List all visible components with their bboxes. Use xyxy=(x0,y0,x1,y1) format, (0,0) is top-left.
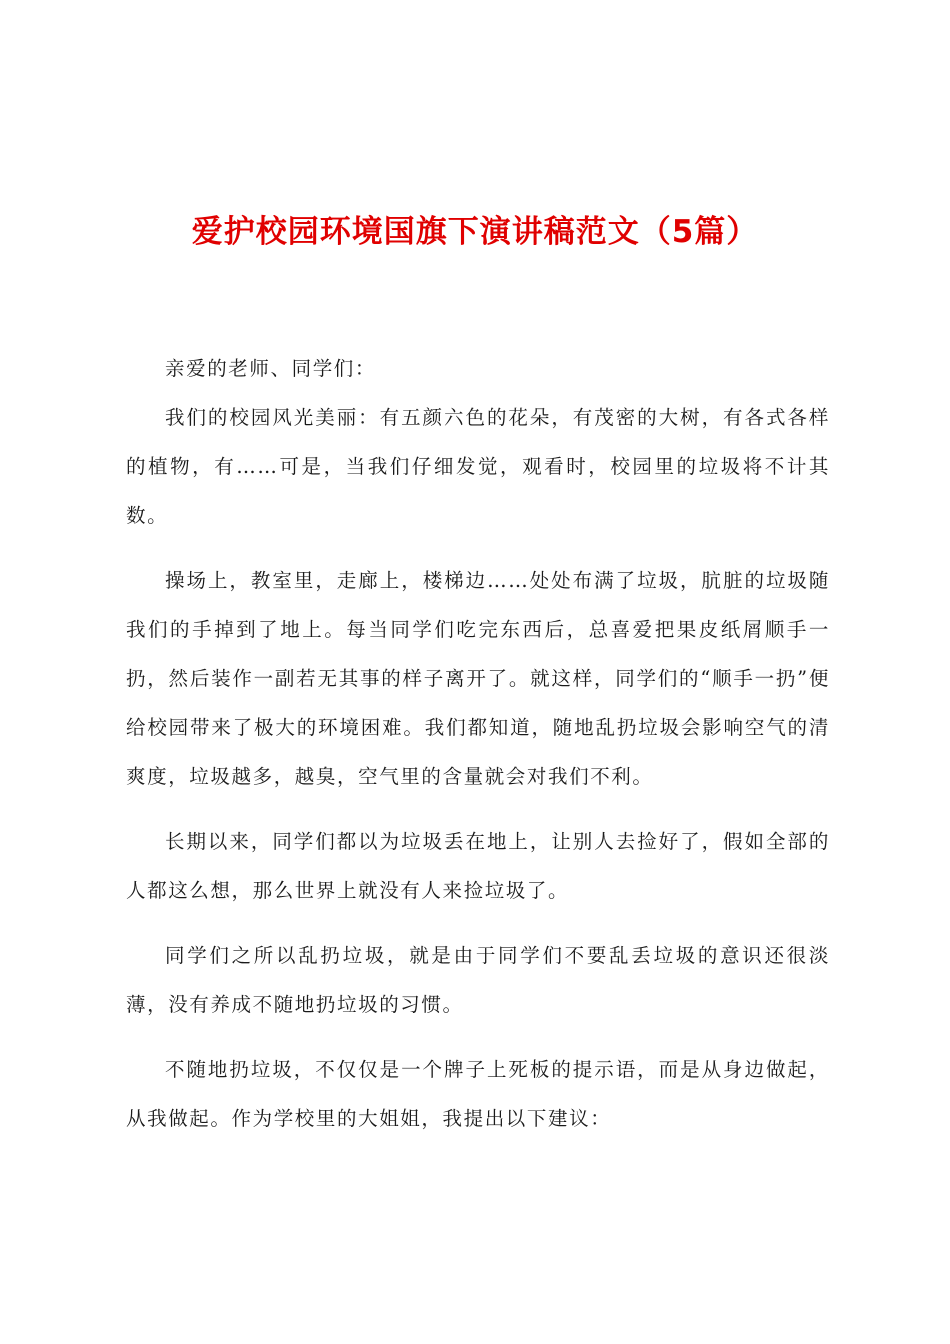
paragraph: 不随地扔垃圾，不仅仅是一个牌子上死板的提示语，而是从身边做起，从我做起。作为学校里的大姐姐，我提出以下建议： xyxy=(126,1058,830,1130)
paragraph: 同学们之所以乱扔垃圾，就是由于同学们不要乱丢垃圾的意识还很淡薄，没有养成不随地扔垃圾的习惯。 xyxy=(126,944,830,1016)
paragraph: 我们的校园风光美丽：有五颜六色的花朵，有茂密的大树，有各式各样的植物，有……可是，当我们仔细发觉，观看时，校园里的垃圾将不计其数。 xyxy=(126,406,830,527)
paragraph: 长期以来，同学们都以为垃圾丢在地上，让别人去捡好了，假如全部的人都这么想，那么世界上就没有人来捡垃圾了。 xyxy=(126,830,830,902)
document-body xyxy=(126,344,830,1159)
document-title: 爱护校园环境国旗下演讲稿范文（5篇） xyxy=(191,214,759,250)
paragraph: 操场上，教室里，走廊上，楼梯边……处处布满了垃圾，肮脏的垃圾随我们的手掉到了地上。每当同学们吃完东西后，总喜爱把果皮纸屑顺手一扔，然后装作一副若无其事的样子离开了。就这样，同学们的“顺手一扔”便给校园带来了极大的环境困难。我们都知道，随地乱扔垃圾会影响空气的清爽度，垃圾越多，越臭，空气里的含量就会对我们不利。 xyxy=(126,569,830,788)
paragraph-greeting: 亲爱的老师、同学们： xyxy=(165,357,377,380)
